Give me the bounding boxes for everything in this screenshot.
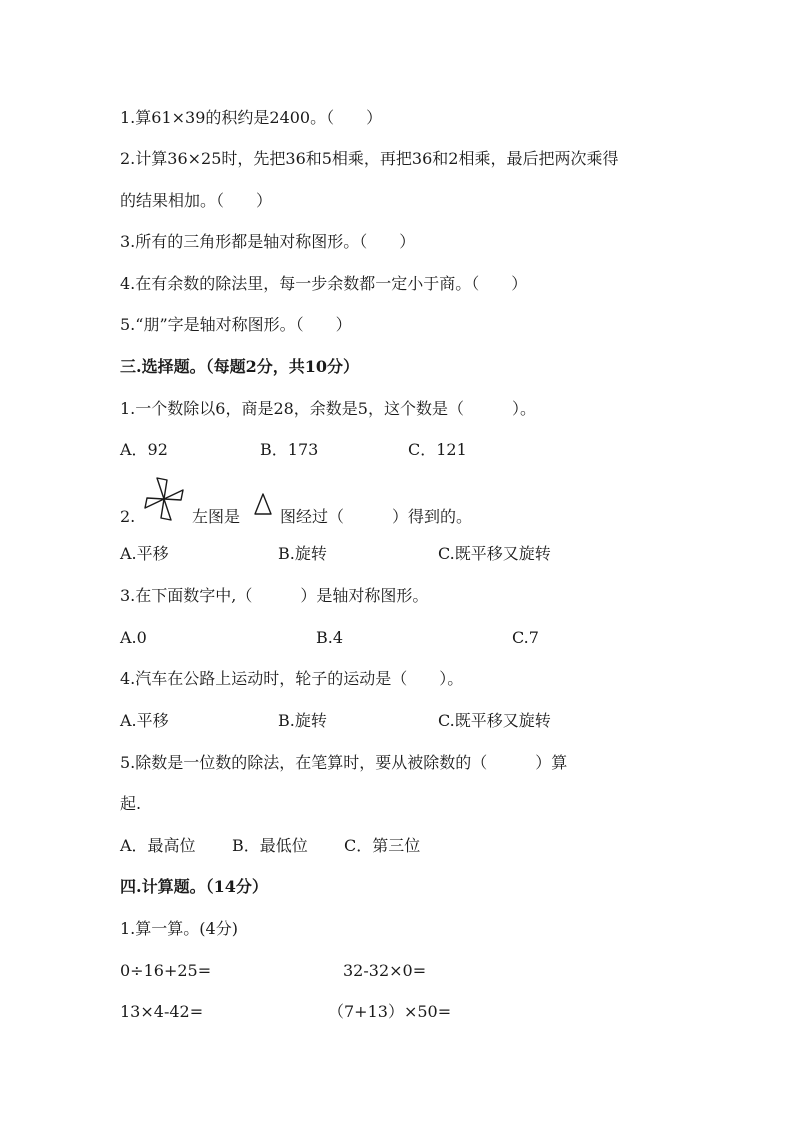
choice-q3-option-b: B.4 [316,628,344,647]
choice-q2-option-c: C.既平移又旋转 [438,544,551,563]
choice-q4-option-b: B.旋转 [278,711,327,730]
judge-question-5: 5.“朋”字是轴对称图形。（ ） [120,315,352,334]
section-heading-choice: 三.选择题。（每题2分，共10分） [120,357,359,376]
choice-question-4: 4.汽车在公路上运动时，轮子的运动是（ ）。 [120,669,464,688]
triangle-figure-icon [253,492,273,518]
choice-q1-option-b: B．173 [260,440,319,459]
calc-expression-3: 13×4-42= [120,1002,204,1021]
choice-q2-option-b: B.旋转 [278,544,327,563]
calc-expression-2: 32-32×0= [343,961,427,980]
choice-q4-option-a: A.平移 [120,711,169,730]
calc-subheading-1: 1.算一算。(4分) [120,919,238,938]
judge-question-1: 1.算61×39的积约是2400。（ ） [120,108,383,127]
choice-question-1: 1.一个数除以6，商是28，余数是5，这个数是（ ）。 [120,399,536,418]
judge-question-3: 3.所有的三角形都是轴对称图形。（ ） [120,232,416,251]
section-heading-calculation: 四.计算题。（14分） [120,877,268,896]
choice-q1-option-c: C．121 [408,440,467,459]
calc-expression-1: 0÷16+25= [120,961,212,980]
choice-question-2-end: 图经过（ ）得到的。 [280,507,473,526]
choice-q5-option-b: B．最低位 [232,836,308,855]
calc-expression-4: （7+13）×50= [328,1002,452,1021]
judge-question-2-line1: 2.计算36×25时，先把36和5相乘，再把36和2相乘，最后把两次乘得 [120,149,619,168]
judge-question-2-line2: 的结果相加。（ ） [120,191,273,210]
choice-question-3: 3.在下面数字中,（ ）是轴对称图形。 [120,586,429,605]
pinwheel-figure-icon [143,476,185,522]
choice-q4-option-c: C.既平移又旋转 [438,711,551,730]
choice-q2-option-a: A.平移 [120,544,169,563]
choice-question-2-number: 2. [120,507,136,526]
choice-q3-option-a: A.0 [120,628,147,647]
choice-question-5-line2: 起. [120,794,142,813]
choice-q1-option-a: A．92 [120,440,168,459]
choice-q3-option-c: C.7 [512,628,539,647]
choice-q5-option-a: A．最高位 [120,836,196,855]
choice-question-5-line1: 5.除数是一位数的除法，在笔算时，要从被除数的（ ）算 [120,753,568,772]
choice-question-2-mid: 左图是 [192,507,241,526]
judge-question-4: 4.在有余数的除法里，每一步余数都一定小于商。（ ） [120,274,528,293]
choice-q5-option-c: C．第三位 [344,836,421,855]
